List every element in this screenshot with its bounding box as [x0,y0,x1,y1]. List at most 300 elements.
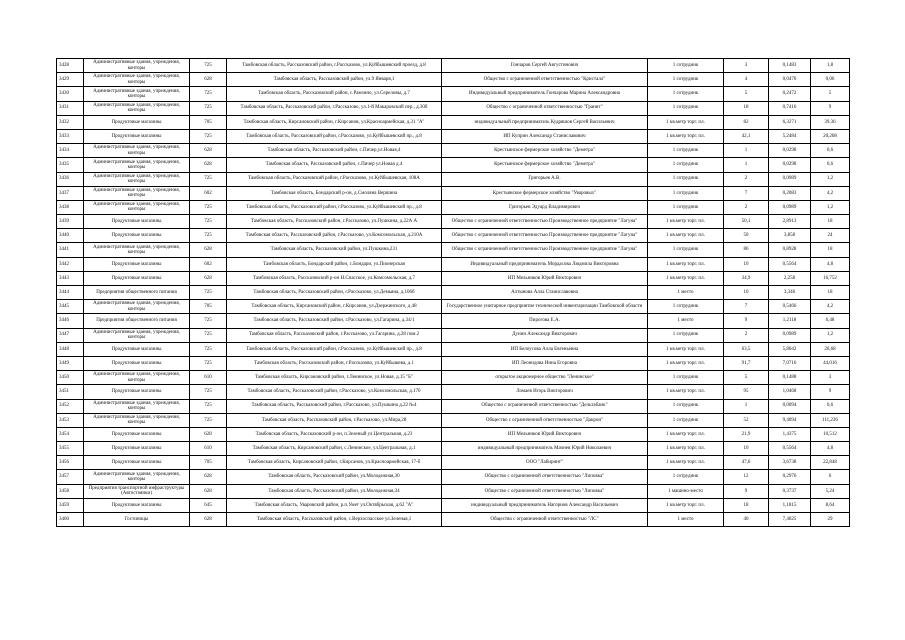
value-a-cell: 3,6738 [769,456,811,470]
organization-cell: индивидуальный предприниматель Мачнев Юрий Николаевич [442,442,648,456]
record-number-cell: 3438 [57,200,84,214]
record-number-cell: 3452 [57,399,84,413]
table-row [57,356,850,370]
value-a-cell: 0,0094 [769,399,811,413]
record-number-cell: 3435 [57,158,84,172]
address-cell: Тамбовская область, Кирсановский район, г.Кирсанов, ул.Красноармейская, 17-б [227,456,442,470]
table-row [57,144,850,158]
table-row [57,59,850,73]
object-type-cell: Административные здания, учреждения, конторы [84,186,190,200]
table-row [57,314,850,328]
value-a-cell: 0,1488 [769,371,811,385]
object-type-cell: Административные здания, учреждения, конторы [84,413,190,427]
value-b-cell: 5,24 [811,484,850,498]
value-b-cell: 44,016 [811,356,850,370]
organization-cell: Григорьев А.В. [442,172,648,186]
quantity-cell: 42,1 [724,129,769,143]
object-type-cell: Продуктовые магазины [84,129,190,143]
organization-cell: Крестьянское фермерское хозяйство "Деметра" [442,158,648,172]
organization-cell: Григорьев Эдуард Владимирович [442,200,648,214]
address-cell: Тамбовская область, Рассказовский район, с.Верхоспасское ул.Зеленая,1 [227,513,442,527]
organization-cell: Общество с ограниченной ответственностью "Дакрон" [442,413,648,427]
record-number-cell: 3442 [57,257,84,271]
address-cell: Тамбовская область, Рассказовский район, г.Рассказово, ул.Куйбышева, д.1 [227,356,442,370]
object-type-cell: Продуктовые магазины [84,385,190,399]
organization-cell: Алтынова Алла Станиславовна [442,286,648,300]
record-number-cell: 3450 [57,371,84,385]
object-type-cell: Продуктовые магазины [84,356,190,370]
object-type-cell: Продуктовые магазины [84,442,190,456]
value-b-cell: 111,236 [811,413,850,427]
object-type-cell: Продуктовые магазины [84,498,190,512]
table-row [57,129,850,143]
record-number-cell: 3434 [57,144,84,158]
quantity-cell: 7 [724,300,769,314]
record-number-cell: 3460 [57,513,84,527]
value-a-cell: 7,4025 [769,513,811,527]
address-cell: Тамбовская область, Рассказовский район, г.Рассказово, ул.Комсомольская, д.210А [227,229,442,243]
unit-cell: 1 сотрудник [648,413,724,427]
object-type-cell: Продуктовые магазины [84,271,190,285]
organization-cell: Общество с ограниченной ответственностью Производственное предприятие "Лагуна" [442,215,648,229]
quantity-cell: 18 [724,498,769,512]
object-type-cell: Гостиницы [84,513,190,527]
table-row [57,442,850,456]
value-a-cell: 7,0716 [769,356,811,370]
table-row [57,513,850,527]
table-row [57,385,850,399]
address-cell: Тамбовская область, Рассказовский район, г.Рассказово, ул.Куйбышевский пр., д.8 [227,342,442,356]
district-code-cell: 705 [190,300,227,314]
record-number-cell: 3431 [57,101,84,115]
address-cell: Тамбовская область, Рассказовский район, г.Рассказово, ул.Пушкина, д.22А А [227,215,442,229]
record-number-cell: 3437 [57,186,84,200]
address-cell: Тамбовская область, Кирсановский район, г.Кирсанов, ул.Красноармейская, д.31 "А" [227,115,442,129]
unit-cell: 1 сотрудник [648,59,724,73]
object-type-cell: Административные здания, учреждения, конторы [84,59,190,73]
value-b-cell: 3 [811,371,850,385]
organization-cell: Гончаров Сергей Августинович [442,59,648,73]
table-row [57,427,850,441]
table-body [57,59,850,527]
table-row [57,87,850,101]
value-b-cell: 18 [811,286,850,300]
organization-cell: ИП Леонидова Инна Егоровна [442,356,648,370]
value-b-cell: 5 [811,87,850,101]
value-b-cell: 29 [811,513,850,527]
organization-cell: Общество с ограниченной ответственностью "Липовка" [442,484,648,498]
table-row [57,399,850,413]
table-row [57,328,850,342]
value-a-cell: 1,0468 [769,385,811,399]
value-a-cell: 0,0989 [769,200,811,214]
address-cell: Тамбовская область, Кирсановский район, г.Ленинское, ул.Новая, д.15 "Б" [227,371,442,385]
value-b-cell: 4,2 [811,186,850,200]
record-number-cell: 3446 [57,314,84,328]
quantity-cell: 1 [724,144,769,158]
unit-cell: 1 сотрудник [648,158,724,172]
value-a-cell: 5,2484 [769,129,811,143]
object-type-cell: Административные здания, учреждения, конторы [84,144,190,158]
record-number-cell: 3447 [57,328,84,342]
value-b-cell: 24 [811,229,850,243]
district-code-cell: 725 [190,385,227,399]
organization-cell: ИП Мельников Юрий Викторович [442,427,648,441]
value-a-cell: 0,1483 [769,59,811,73]
object-type-cell: Продуктовые магазины [84,115,190,129]
organization-cell: Крестьянское фермерское хозяйство "Деметра" [442,144,648,158]
value-b-cell: 18 [811,215,850,229]
table-row [57,286,850,300]
district-code-cell: 705 [190,456,227,470]
unit-cell: 1 место [648,314,724,328]
object-type-cell: Административные здания, учреждения, конторы [84,158,190,172]
address-cell: Тамбовская область, Рассказовский район, г.Рассказово, ул.Куйбышевская, 108А [227,172,442,186]
address-cell: Тамбовская область, Рассказовский р-он Н.Спасское, ул.Комсомольская, д.7 [227,271,442,285]
unit-cell: 1 сотрудник [648,186,724,200]
quantity-cell: 4 [724,73,769,87]
record-number-cell: 3448 [57,342,84,356]
table-row [57,257,850,271]
unit-cell: 1 сотрудник [648,300,724,314]
address-cell: Тамбовская область, Рассказовский район, ул.9 Января,1 [227,73,442,87]
quantity-cell: 95 [724,385,769,399]
object-type-cell: Продуктовые магазины [84,229,190,243]
quantity-cell: 3 [724,59,769,73]
value-b-cell: 10,512 [811,427,850,441]
district-code-cell: 705 [190,115,227,129]
value-a-cell: 2,258 [769,271,811,285]
unit-cell: 1 сотрудник [648,470,724,484]
table-row [57,484,850,498]
value-a-cell: 0,7416 [769,101,811,115]
address-cell: Тамбовская область, Кирсановский район, г.Кирсанов, ул.Дзержинского, д.48 [227,300,442,314]
district-code-cell: 725 [190,59,227,73]
value-a-cell: 0,8928 [769,243,811,257]
record-number-cell: 3451 [57,385,84,399]
quantity-cell: 50,1 [724,215,769,229]
organization-cell: ООО "Лабиринт" [442,456,648,470]
unit-cell: 1 кв.метр торг. пл. [648,271,724,285]
value-b-cell: 1,2 [811,200,850,214]
address-cell: Тамбовская область, Бондарский район, с.Бондари, ул.Пионерская [227,257,442,271]
district-code-cell: 628 [190,243,227,257]
record-number-cell: 3439 [57,215,84,229]
organization-cell: Ломаев Игорь Викторович [442,385,648,399]
quantity-cell: 2 [724,200,769,214]
district-code-cell: 628 [190,427,227,441]
value-a-cell: 1,1815 [769,498,811,512]
organization-cell: Общество с ограниченной ответственностью Производственное предприятие "Лагуна" [442,243,648,257]
quantity-cell: 10 [724,286,769,300]
table-row [57,186,850,200]
quantity-cell: 18 [724,101,769,115]
unit-cell: 1 сотрудник [648,87,724,101]
quantity-cell: 1 [724,399,769,413]
object-type-cell: Продуктовые магазины [84,427,190,441]
organization-cell: Дунин Александр Викторович [442,328,648,342]
address-cell: Тамбовская область, Рассказовский район, ул.Молодежная,30 [227,470,442,484]
address-cell: Тамбовская область, Рассказовский район, г.Рассказово, ул.Мира,28 [227,413,442,427]
value-a-cell: 6,3271 [769,115,811,129]
record-number-cell: 3429 [57,73,84,87]
record-number-cell: 3444 [57,286,84,300]
record-number-cell: 3428 [57,59,84,73]
organization-cell: Пирогова Е.А. [442,314,648,328]
record-number-cell: 3432 [57,115,84,129]
object-type-cell: Административные здания, учреждения, конторы [84,470,190,484]
quantity-cell: 5 [724,87,769,101]
value-a-cell: 1,2118 [769,314,811,328]
district-code-cell: 725 [190,172,227,186]
quantity-cell: 9 [724,484,769,498]
table-row [57,115,850,129]
unit-cell: 1 место [648,286,724,300]
address-cell: Тамбовская область, Рассказовский район, г.Рассказово, ул.Куйбышевский пр., д.8 [227,200,442,214]
quantity-cell: 63,5 [724,342,769,356]
address-cell: Тамбовская область, Рассказовский район, ул.Молодежная,34 [227,484,442,498]
quantity-cell: 9 [724,314,769,328]
value-b-cell: 9 [811,101,850,115]
unit-cell: 1 кв.метр торг. пл. [648,498,724,512]
table-row [57,300,850,314]
value-b-cell: 1,2 [811,328,850,342]
value-a-cell: 2,8913 [769,215,811,229]
value-a-cell: 0,5466 [769,300,811,314]
address-cell: Тамбовская область, Бондарский р-он, д.Смоляна Вершина [227,186,442,200]
district-code-cell: 725 [190,286,227,300]
organization-cell: Государственное унитарное предприятие технической инвентаризации Тамбовской области [442,300,648,314]
district-code-cell: 725 [190,328,227,342]
unit-cell: 1 машино-место [648,484,724,498]
district-code-cell: 602 [190,186,227,200]
object-type-cell: Продуктовые магазины [84,456,190,470]
district-code-cell: 628 [190,271,227,285]
object-type-cell: Административные здания, учреждения, конторы [84,200,190,214]
quantity-cell: 12 [724,470,769,484]
address-cell: Тамбовская область, Рассказовский район, с.Пичер,ул.Новая,4 [227,144,442,158]
record-number-cell: 3458 [57,484,84,498]
quantity-cell: 2 [724,328,769,342]
district-code-cell: 725 [190,229,227,243]
organization-cell: Общество с ограниченной ответственностью "Дельтабанк" [442,399,648,413]
value-a-cell: 0,0989 [769,328,811,342]
quantity-cell: 91,7 [724,356,769,370]
district-code-cell: 725 [190,101,227,115]
organization-cell: ИП Куприн Александр Станиславович [442,129,648,143]
quantity-cell: 7 [724,186,769,200]
organization-cell: открытое акционерное общество "Ленинское" [442,371,648,385]
record-number-cell: 3454 [57,427,84,441]
object-type-cell: Предприятия транспортной инфраструктуры (Автостоянки) [84,484,190,498]
unit-cell: 1 кв.метр торг. пл. [648,385,724,399]
value-a-cell: 3,346 [769,286,811,300]
value-a-cell: 3,858 [769,229,811,243]
table-row [57,342,850,356]
unit-cell: 1 сотрудник [648,328,724,342]
address-cell: Тамбовская область, Рассказовский район, г.Рассказово, ул.Куйбышевский проезд, д.8 [227,59,442,73]
record-number-cell: 3459 [57,498,84,512]
value-a-cell: 0,0298 [769,158,811,172]
district-code-cell: 628 [190,513,227,527]
value-b-cell: 4,8 [811,257,850,271]
value-a-cell: 5,8642 [769,342,811,356]
quantity-cell: 10 [724,442,769,456]
organization-cell: Общество с ограниченной ответственностью Производственное предприятие "Лагуна" [442,229,648,243]
unit-cell: 1 кв.метр торг. пл. [648,456,724,470]
district-code-cell: 725 [190,314,227,328]
quantity-cell: 86 [724,243,769,257]
table-row [57,158,850,172]
address-cell: Тамбовская область, Рассказовский район, ул.Пушкина,231 [227,243,442,257]
value-b-cell: 26,68 [811,342,850,356]
value-a-cell: 1,4375 [769,427,811,441]
record-number-cell: 3436 [57,172,84,186]
district-code-cell: 725 [190,342,227,356]
district-code-cell: 725 [190,356,227,370]
unit-cell: 1 кв.метр торг. пл. [648,342,724,356]
district-code-cell: 725 [190,87,227,101]
address-cell: Тамбовская область, Уваровский район, р.п.Умет ул.Октябрьская, д.62 "А" [227,498,442,512]
value-a-cell: 0,5564 [769,257,811,271]
registry-table [56,58,850,527]
unit-cell: 1 сотрудник [648,399,724,413]
address-cell: Тамбовская область, Рассказовский район, г.Рассказово, ул.1-й Макаровский пер., д.30б [227,101,442,115]
value-a-cell: 0,0989 [769,172,811,186]
quantity-cell: 2 [724,172,769,186]
unit-cell: 1 сотрудник [648,144,724,158]
table-row [57,498,850,512]
table-row [57,243,850,257]
address-cell: Тамбовская область, Рассказовский район, г.Рассказово, ул.Куйбышевский пр., д.8 [227,129,442,143]
object-type-cell: Административные здания, учреждения, конторы [84,73,190,87]
district-code-cell: 610 [190,371,227,385]
value-b-cell: 18 [811,243,850,257]
object-type-cell: Продуктовые магазины [84,215,190,229]
value-b-cell: 9 [811,385,850,399]
record-number-cell: 3456 [57,456,84,470]
quantity-cell: 5 [724,371,769,385]
organization-cell: Общество с ограниченной ответственностью "Гранит" [442,101,648,115]
district-code-cell: 725 [190,399,227,413]
value-b-cell: 0,06 [811,73,850,87]
object-type-cell: Предприятия общественного питания [84,286,190,300]
unit-cell: 1 кв.метр торг. пл. [648,129,724,143]
district-code-cell: 645 [190,498,227,512]
address-cell: Тамбовская область, Кирсановский район, с.Ленинское, ул.Центральная, д.1 [227,442,442,456]
district-code-cell: 628 [190,470,227,484]
organization-cell: Индивидуальный предприниматель Мордасова Людмила Викторовна [442,257,648,271]
address-cell: Тамбовская область, Рассказовский район, г.Рассказово, ул.Гагарина, д.34/1 [227,314,442,328]
organization-cell: индивидуальный предприниматель Нагорнов Александр Васильевич [442,498,648,512]
quantity-cell: 21,9 [724,427,769,441]
object-type-cell: Административные здания, учреждения, конторы [84,87,190,101]
value-b-cell: 0,6 [811,144,850,158]
value-b-cell: 4,2 [811,300,850,314]
quantity-cell: 1 [724,158,769,172]
unit-cell: 1 кв.метр торг. пл. [648,115,724,129]
value-a-cell: 0,2472 [769,87,811,101]
record-number-cell: 3443 [57,271,84,285]
table-row [57,215,850,229]
value-b-cell: 6,48 [811,314,850,328]
object-type-cell: Административные здания, учреждения, конторы [84,172,190,186]
value-b-cell: 22,848 [811,456,850,470]
table-row [57,271,850,285]
record-number-cell: 3455 [57,442,84,456]
object-type-cell: Административные здания, учреждения, конторы [84,101,190,115]
value-b-cell: 20,208 [811,129,850,143]
object-type-cell: Продуктовые магазины [84,342,190,356]
object-type-cell: Административные здания, учреждения, конторы [84,399,190,413]
object-type-cell: Предприятия общественного питания [84,314,190,328]
unit-cell: 1 сотрудник [648,243,724,257]
district-code-cell: 725 [190,200,227,214]
organization-cell: Общество с ограниченной ответственностью "Кристалл" [442,73,648,87]
object-type-cell: Административные здания, учреждения, конторы [84,243,190,257]
organization-cell: Общество с ограниченной ответственностью "Липовка" [442,470,648,484]
quantity-cell: 34,9 [724,271,769,285]
address-cell: Тамбовская область, Рассказовский район, г.Рассказово, ул.Комсомольская, д.170 [227,385,442,399]
value-b-cell: 8,64 [811,498,850,512]
value-b-cell: 1,8 [811,59,850,73]
value-a-cell: 9,4094 [769,413,811,427]
district-code-cell: 610 [190,442,227,456]
unit-cell: 1 сотрудник [648,172,724,186]
value-b-cell: 4,8 [811,442,850,456]
address-cell: Тамбовская область, Рассказовский район, г.Рассказово, ул.Пушкина д.22 №4 [227,399,442,413]
unit-cell: 1 кв.метр торг. пл. [648,427,724,441]
unit-cell: 1 кв.метр торг. пл. [648,257,724,271]
table-row [57,172,850,186]
table-row [57,101,850,115]
district-code-cell: 628 [190,144,227,158]
value-a-cell: 0,5564 [769,442,811,456]
value-a-cell: 0,2083 [769,186,811,200]
unit-cell: 1 кв.метр торг. пл. [648,229,724,243]
table-row [57,371,850,385]
organization-cell: ИП Мельников Юрий Викторович [442,271,648,285]
value-b-cell: 0,6 [811,158,850,172]
quantity-cell: 47,6 [724,456,769,470]
table-row [57,413,850,427]
value-b-cell: 1,2 [811,172,850,186]
record-number-cell: 3449 [57,356,84,370]
organization-cell: ИП Белоусова Алла Евгеньевна [442,342,648,356]
district-code-cell: 628 [190,73,227,87]
object-type-cell: Административные здания, учреждения, конторы [84,371,190,385]
table-row [57,73,850,87]
table-row [57,470,850,484]
unit-cell: 1 сотрудник [648,371,724,385]
value-a-cell: 0,2976 [769,470,811,484]
value-a-cell: 0,3737 [769,484,811,498]
district-code-cell: 628 [190,158,227,172]
address-cell: Тамбовская область, Рассказовский район, с.Рамзино, ул.Сереловы, д.7 [227,87,442,101]
value-b-cell: 39,36 [811,115,850,129]
table-row [57,200,850,214]
document-sheet [56,58,849,527]
district-code-cell: 725 [190,129,227,143]
unit-cell: 1 кв.метр торг. пл. [648,215,724,229]
table-row [57,229,850,243]
record-number-cell: 3445 [57,300,84,314]
address-cell: Тамбовская область, Рассказовский р-он, п.Зеленый ул.Центральная, д.23 [227,427,442,441]
value-a-cell: 0,0470 [769,73,811,87]
district-code-cell: 725 [190,413,227,427]
unit-cell: 1 сотрудник [648,101,724,115]
quantity-cell: 50 [724,229,769,243]
